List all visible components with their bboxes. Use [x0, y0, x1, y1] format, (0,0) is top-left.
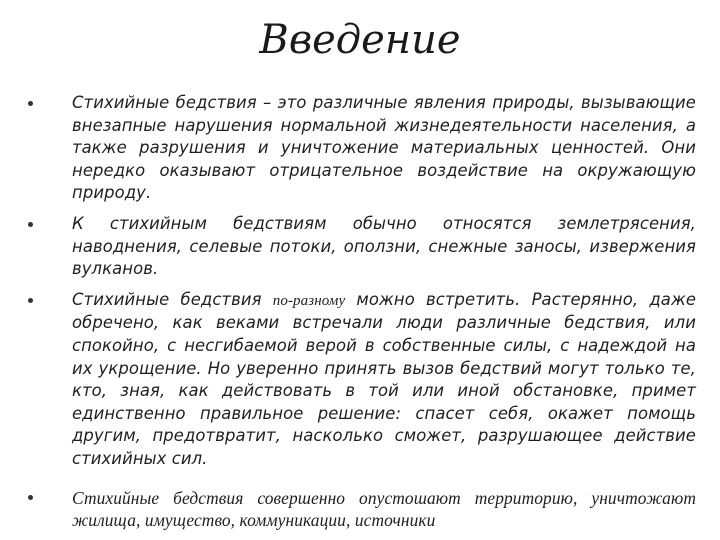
bullet-list [24, 92, 696, 539]
bullet-text-part: Стихийные бедствия [72, 289, 273, 309]
bullet-item [24, 487, 696, 531]
bullet-dot-icon [28, 101, 33, 106]
bullet-item [24, 213, 696, 281]
bullet-dot-icon [28, 222, 33, 227]
slide-title: Введение [259, 17, 461, 63]
bullet-text: К стихийным бедствиям обычно относятся землетрясения, наводнения, селевые потоки, оползни, снежные заносы, извержения вулканов. [72, 213, 696, 279]
bullet-text: Стихийные бедствия – это различные явления природы, вызывающие внезапные нарушения нормальной жизнедеятельности населения, а также разрушения и уничтожение материальных ценностей. Они нередко оказывают отрицательное воздействие на окружающую природу. [72, 93, 696, 203]
bullet-dot-icon [28, 495, 33, 500]
bullet-text-part: можно встретить. Растерянно, даже обречено, как веками встречали люди различные бедствия, или спокойно, с несгибаемой верой в собственные силы, с надеждой на их укрощение. Но уверенно принять вызов бедствий могут только те, кто, зная, как действовать в той или иной обстановке, примет единственно правильное решение: спасет себя, окажет помощь другим, предотвратит, насколько сможет, разрушающее действие стихийных сил. [72, 289, 697, 468]
bullet-item [24, 289, 696, 471]
bullet-item [24, 92, 696, 205]
bullet-text: Стихийные бедствия совершенно опустошают территорию, уничтожают жилища, имущество, коммуникации, источники [72, 487, 696, 530]
bullet-text [72, 289, 696, 471]
bullet-dot-icon [28, 298, 33, 303]
bullet-text-serif-part: по-разному [272, 292, 346, 309]
